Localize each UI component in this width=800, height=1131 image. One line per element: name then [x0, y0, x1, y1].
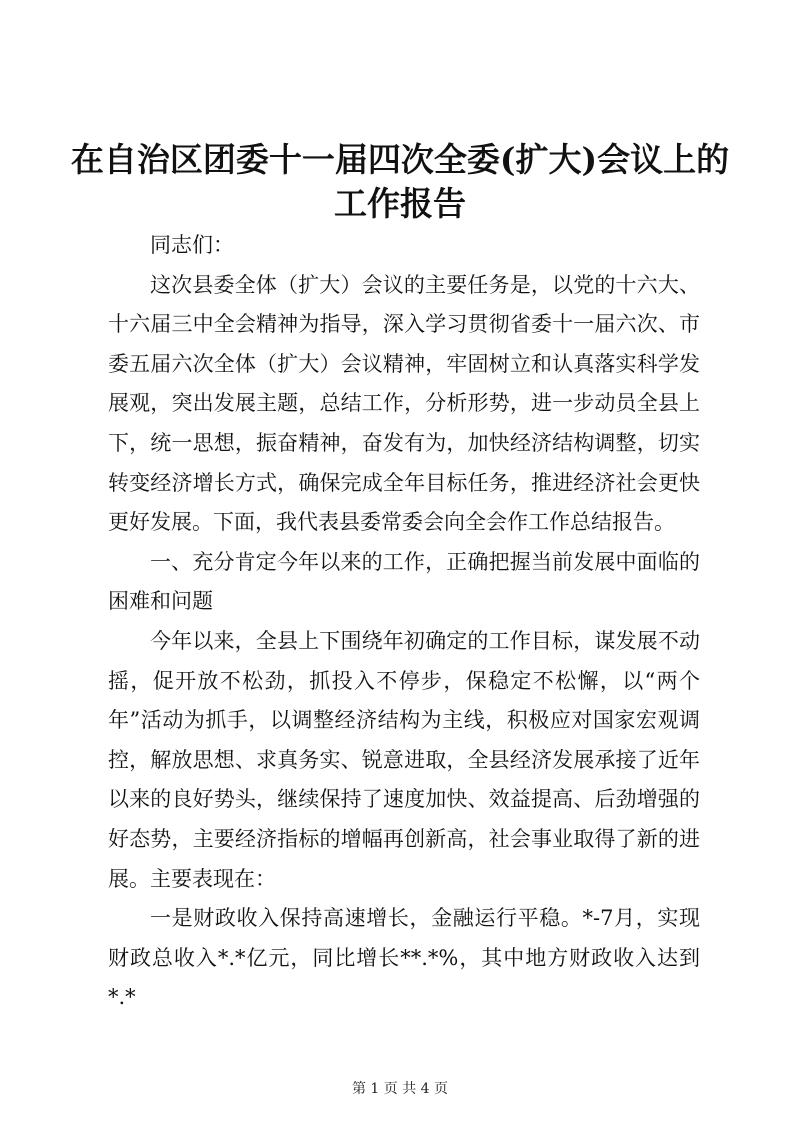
- body-paragraph: 这次县委全体（扩大）会议的主要任务是，以党的十六大、十六届三中全会精神为指导，深入学习贯彻省委十一届六次、市委五届六次全体（扩大）会议精神，牢固树立和认真落实科学发展观，突出发展主题，总结工作，分析形势，进一步动员全县上下，统一思想，振奋精神，奋发有为，加快经济结构调整，切实转变经济增长方式，确保完成全年目标任务，推进经济社会更快更好发展。下面，我代表县委常委会向全会作工作总结报告。: [108, 272, 700, 535]
- title-line-2: 工作报告: [334, 184, 466, 223]
- document-title: [60, 138, 740, 226]
- document-body: [108, 226, 700, 1018]
- page-footer: 第 1 页 共 4 页: [351, 1081, 449, 1097]
- body-paragraph: 今年以来，全县上下围绕年初确定的工作目标，谋发展不动摇，促开放不松劲，抓投入不停步，保稳定不松懈，以“两个年”活动为抓手，以调整经济结构为主线，积极应对国家宏观调控，解放思想、求真务实、锐意进取，全县经济发展承接了近年以来的良好势头，继续保持了速度加快、效益提高、后劲增强的好态势，主要经济指标的增幅再创新高，社会事业取得了新的进展。主要表现在：: [108, 628, 700, 891]
- body-paragraph: 一是财政收入保持高速增长，金融运行平稳。*-7月，实现财政总收入*.*亿元，同比增长**.*%，其中地方财政收入达到*.*: [108, 906, 700, 1010]
- salutation: 同志们：: [150, 233, 234, 257]
- title-line-1: 在自治区团委十一届四次全委(扩大)会议上的: [70, 140, 730, 179]
- section-heading: 一、充分肯定今年以来的工作，正确把握当前发展中面临的困难和问题: [108, 549, 700, 614]
